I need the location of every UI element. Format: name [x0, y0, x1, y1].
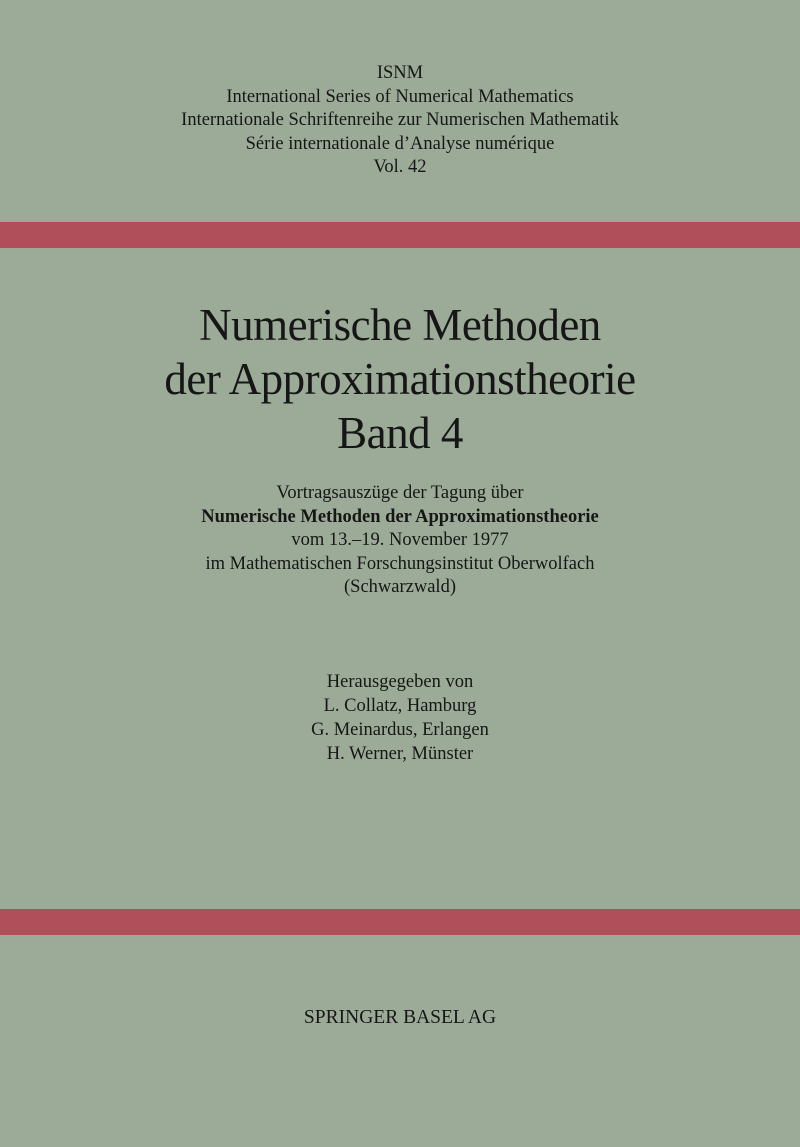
editors-block [0, 670, 800, 766]
book-title [0, 298, 800, 460]
series-block [0, 62, 800, 180]
publisher-name: SPRINGER BASEL AG [303, 1007, 497, 1028]
series-name-french: Série internationale d’Analyse numérique [245, 133, 555, 154]
title-line-3: Band 4 [337, 408, 463, 458]
conference-venue: im Mathematischen Forschungsinstitut Oberwolfach [205, 553, 595, 574]
editor-name: G. Meinardus, Erlangen [311, 720, 489, 740]
editors-label: Herausgegeben von [326, 672, 474, 692]
series-name-english: International Series of Numerical Mathematics [226, 86, 574, 107]
conference-dates: vom 13.–19. November 1977 [291, 530, 509, 550]
bottom-decorative-stripe [0, 909, 800, 935]
top-decorative-stripe [0, 222, 800, 248]
title-line-1: Numerische Methoden [199, 300, 601, 350]
series-name-german: Internationale Schriftenreihe zur Numerischen Mathematik [181, 110, 619, 130]
editor-name: H. Werner, Münster [326, 744, 474, 764]
series-volume: Vol. 42 [373, 157, 427, 177]
editor-name: L. Collatz, Hamburg [323, 696, 477, 716]
conference-region: (Schwarzwald) [344, 577, 456, 597]
series-abbreviation: ISNM [376, 63, 424, 83]
title-line-2: der Approximationstheorie [164, 354, 636, 404]
conference-line-1: Vortragsauszüge der Tagung über [276, 483, 524, 503]
conference-name: Numerische Methoden der Approximationstheorie [201, 506, 599, 527]
conference-info [0, 482, 800, 600]
